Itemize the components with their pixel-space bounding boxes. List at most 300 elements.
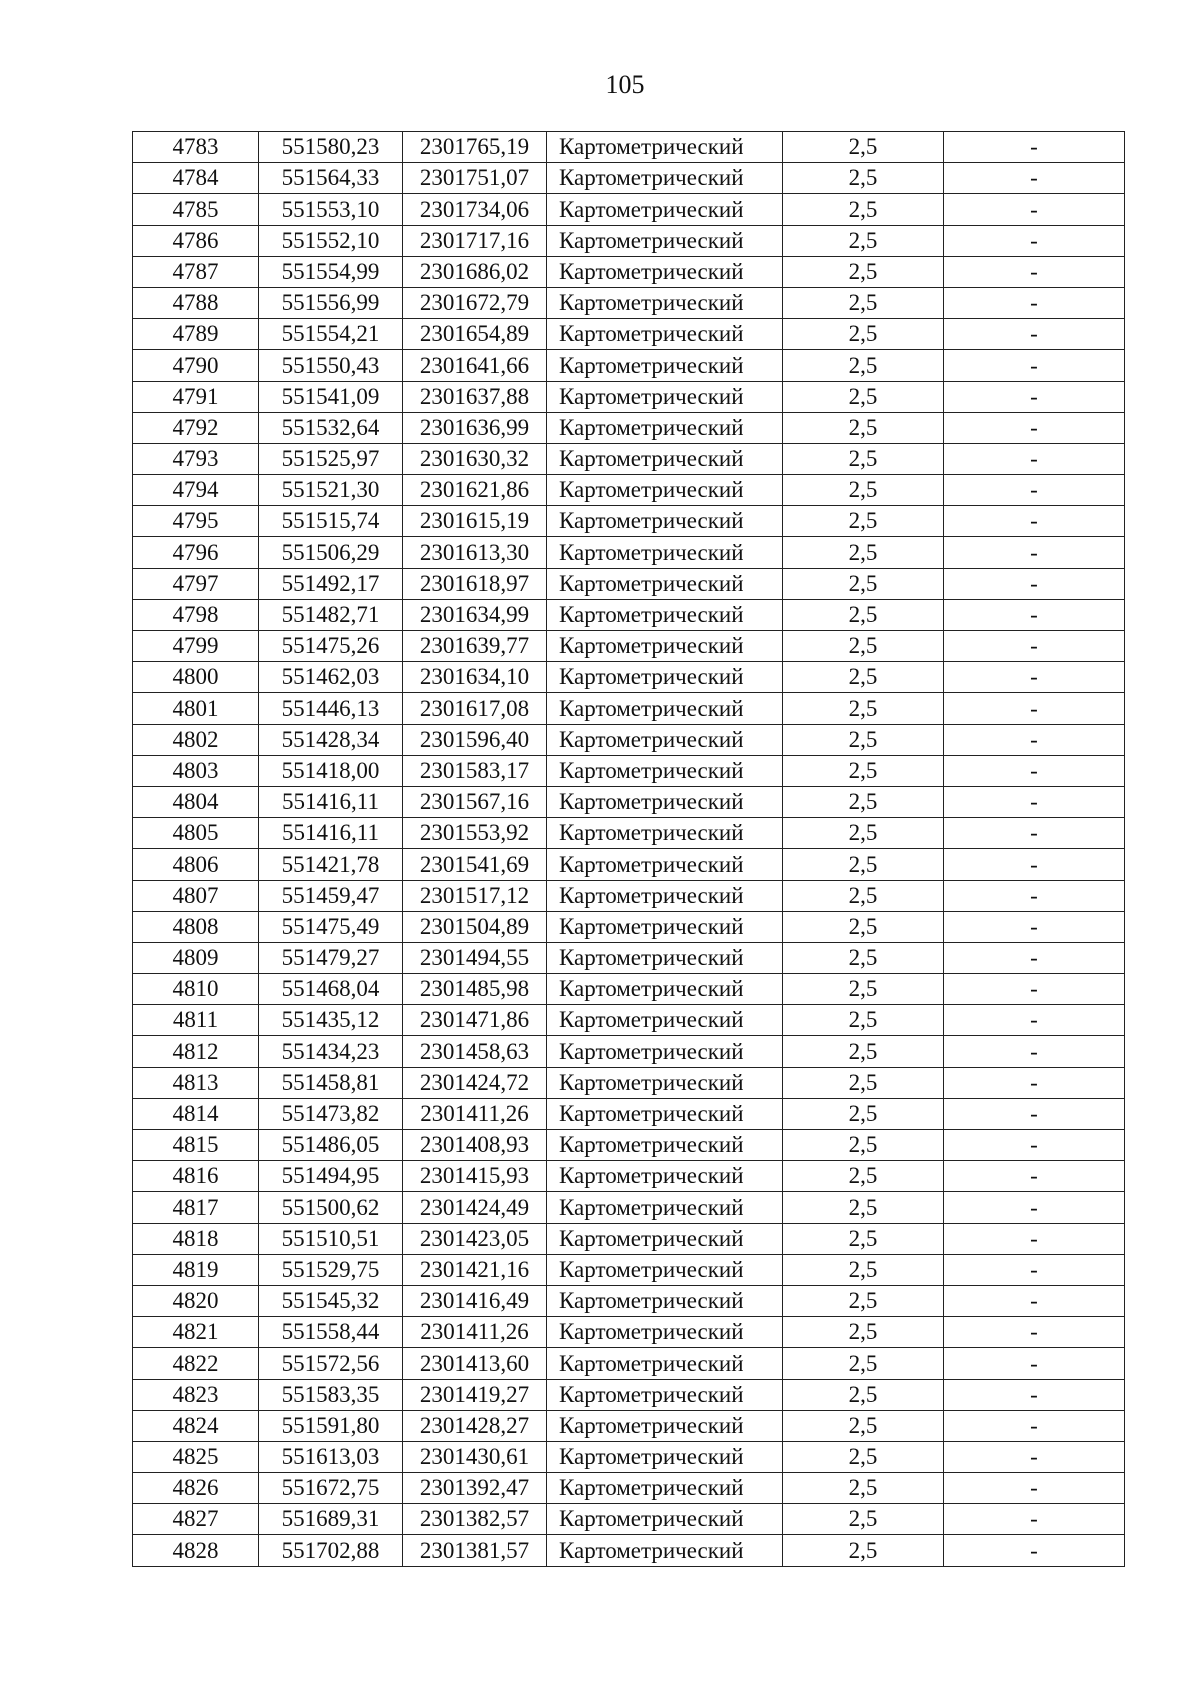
accuracy-cell: 2,5 [783,225,944,256]
x-coordinate-cell: 551580,23 [259,132,403,163]
y-coordinate-cell: 2301504,89 [403,911,547,942]
x-coordinate-cell: 551506,29 [259,537,403,568]
table-row [133,1192,1125,1223]
method-cell: Картометрический [547,256,783,287]
table-row [133,631,1125,662]
table-row [133,1005,1125,1036]
accuracy-cell: 2,5 [783,1285,944,1316]
accuracy-cell: 2,5 [783,381,944,412]
description-cell: - [944,786,1125,817]
method-cell: Картометрический [547,1005,783,1036]
table-row [133,475,1125,506]
method-cell: Картометрический [547,1504,783,1535]
x-coordinate-cell: 551492,17 [259,568,403,599]
method-cell: Картометрический [547,880,783,911]
accuracy-cell: 2,5 [783,1098,944,1129]
description-cell: - [944,287,1125,318]
description-cell: - [944,163,1125,194]
x-coordinate-cell: 551529,75 [259,1254,403,1285]
table-row [133,256,1125,287]
point-number-cell: 4813 [133,1067,259,1098]
description-cell: - [944,1005,1125,1036]
x-coordinate-cell: 551515,74 [259,506,403,537]
accuracy-cell: 2,5 [783,974,944,1005]
method-cell: Картометрический [547,1285,783,1316]
y-coordinate-cell: 2301717,16 [403,225,547,256]
method-cell: Картометрический [547,537,783,568]
table-row [133,225,1125,256]
x-coordinate-cell: 551702,88 [259,1535,403,1566]
accuracy-cell: 2,5 [783,506,944,537]
point-number-cell: 4796 [133,537,259,568]
method-cell: Картометрический [547,568,783,599]
accuracy-cell: 2,5 [783,537,944,568]
x-coordinate-cell: 551473,82 [259,1098,403,1129]
accuracy-cell: 2,5 [783,693,944,724]
coordinates-table [132,131,1125,1567]
y-coordinate-cell: 2301765,19 [403,132,547,163]
accuracy-cell: 2,5 [783,911,944,942]
table-row [133,163,1125,194]
y-coordinate-cell: 2301408,93 [403,1130,547,1161]
point-number-cell: 4816 [133,1161,259,1192]
description-cell: - [944,974,1125,1005]
accuracy-cell: 2,5 [783,350,944,381]
description-cell: - [944,911,1125,942]
accuracy-cell: 2,5 [783,942,944,973]
accuracy-cell: 2,5 [783,599,944,630]
description-cell: - [944,225,1125,256]
table-row [133,381,1125,412]
point-number-cell: 4802 [133,724,259,755]
y-coordinate-cell: 2301615,19 [403,506,547,537]
description-cell: - [944,818,1125,849]
accuracy-cell: 2,5 [783,818,944,849]
x-coordinate-cell: 551458,81 [259,1067,403,1098]
x-coordinate-cell: 551689,31 [259,1504,403,1535]
accuracy-cell: 2,5 [783,1504,944,1535]
x-coordinate-cell: 551572,56 [259,1348,403,1379]
x-coordinate-cell: 551416,11 [259,818,403,849]
accuracy-cell: 2,5 [783,1005,944,1036]
point-number-cell: 4789 [133,319,259,350]
description-cell: - [944,194,1125,225]
method-cell: Картометрический [547,163,783,194]
description-cell: - [944,443,1125,474]
method-cell: Картометрический [547,818,783,849]
y-coordinate-cell: 2301751,07 [403,163,547,194]
table-row [133,1317,1125,1348]
accuracy-cell: 2,5 [783,1254,944,1285]
accuracy-cell: 2,5 [783,319,944,350]
table-row [133,786,1125,817]
accuracy-cell: 2,5 [783,662,944,693]
accuracy-cell: 2,5 [783,1161,944,1192]
y-coordinate-cell: 2301471,86 [403,1005,547,1036]
method-cell: Картометрический [547,475,783,506]
description-cell: - [944,724,1125,755]
method-cell: Картометрический [547,412,783,443]
description-cell: - [944,1098,1125,1129]
description-cell: - [944,1067,1125,1098]
description-cell: - [944,1161,1125,1192]
point-number-cell: 4825 [133,1441,259,1472]
description-cell: - [944,755,1125,786]
x-coordinate-cell: 551434,23 [259,1036,403,1067]
point-number-cell: 4807 [133,880,259,911]
method-cell: Картометрический [547,1067,783,1098]
accuracy-cell: 2,5 [783,1192,944,1223]
table-row [133,1473,1125,1504]
point-number-cell: 4795 [133,506,259,537]
point-number-cell: 4797 [133,568,259,599]
description-cell: - [944,849,1125,880]
x-coordinate-cell: 551525,97 [259,443,403,474]
x-coordinate-cell: 551521,30 [259,475,403,506]
accuracy-cell: 2,5 [783,1317,944,1348]
method-cell: Картометрический [547,1036,783,1067]
description-cell: - [944,942,1125,973]
method-cell: Картометрический [547,1098,783,1129]
table-row [133,1036,1125,1067]
table-row [133,1535,1125,1566]
accuracy-cell: 2,5 [783,1441,944,1472]
method-cell: Картометрический [547,1130,783,1161]
table-row [133,194,1125,225]
accuracy-cell: 2,5 [783,443,944,474]
point-number-cell: 4821 [133,1317,259,1348]
method-cell: Картометрический [547,1379,783,1410]
description-cell: - [944,880,1125,911]
accuracy-cell: 2,5 [783,1036,944,1067]
method-cell: Картометрический [547,849,783,880]
point-number-cell: 4814 [133,1098,259,1129]
table-row [133,911,1125,942]
y-coordinate-cell: 2301637,88 [403,381,547,412]
accuracy-cell: 2,5 [783,194,944,225]
description-cell: - [944,599,1125,630]
x-coordinate-cell: 551416,11 [259,786,403,817]
method-cell: Картометрический [547,1192,783,1223]
accuracy-cell: 2,5 [783,163,944,194]
point-number-cell: 4804 [133,786,259,817]
method-cell: Картометрический [547,1223,783,1254]
x-coordinate-cell: 551545,32 [259,1285,403,1316]
point-number-cell: 4783 [133,132,259,163]
point-number-cell: 4791 [133,381,259,412]
description-cell: - [944,631,1125,662]
description-cell: - [944,506,1125,537]
table-row [133,693,1125,724]
method-cell: Картометрический [547,319,783,350]
description-cell: - [944,1410,1125,1441]
table-row [133,1410,1125,1441]
point-number-cell: 4823 [133,1379,259,1410]
description-cell: - [944,1473,1125,1504]
y-coordinate-cell: 2301618,97 [403,568,547,599]
table-row [133,849,1125,880]
y-coordinate-cell: 2301613,30 [403,537,547,568]
accuracy-cell: 2,5 [783,849,944,880]
accuracy-cell: 2,5 [783,475,944,506]
accuracy-cell: 2,5 [783,132,944,163]
point-number-cell: 4824 [133,1410,259,1441]
method-cell: Картометрический [547,1161,783,1192]
description-cell: - [944,1192,1125,1223]
y-coordinate-cell: 2301583,17 [403,755,547,786]
description-cell: - [944,319,1125,350]
y-coordinate-cell: 2301494,55 [403,942,547,973]
x-coordinate-cell: 551583,35 [259,1379,403,1410]
description-cell: - [944,1254,1125,1285]
method-cell: Картометрический [547,225,783,256]
table-row [133,1067,1125,1098]
x-coordinate-cell: 551558,44 [259,1317,403,1348]
description-cell: - [944,662,1125,693]
y-coordinate-cell: 2301421,16 [403,1254,547,1285]
x-coordinate-cell: 551486,05 [259,1130,403,1161]
description-cell: - [944,1036,1125,1067]
point-number-cell: 4815 [133,1130,259,1161]
y-coordinate-cell: 2301553,92 [403,818,547,849]
description-cell: - [944,1317,1125,1348]
table-row [133,287,1125,318]
point-number-cell: 4801 [133,693,259,724]
x-coordinate-cell: 551556,99 [259,287,403,318]
table-row [133,662,1125,693]
method-cell: Картометрический [547,1535,783,1566]
point-number-cell: 4805 [133,818,259,849]
y-coordinate-cell: 2301485,98 [403,974,547,1005]
method-cell: Картометрический [547,1410,783,1441]
table-row [133,1285,1125,1316]
point-number-cell: 4800 [133,662,259,693]
y-coordinate-cell: 2301411,26 [403,1317,547,1348]
table-row [133,880,1125,911]
y-coordinate-cell: 2301411,26 [403,1098,547,1129]
x-coordinate-cell: 551541,09 [259,381,403,412]
coordinates-table-body [133,132,1125,1567]
description-cell: - [944,1348,1125,1379]
page-number: 105 [605,70,645,99]
x-coordinate-cell: 551482,71 [259,599,403,630]
point-number-cell: 4798 [133,599,259,630]
y-coordinate-cell: 2301639,77 [403,631,547,662]
accuracy-cell: 2,5 [783,724,944,755]
point-number-cell: 4806 [133,849,259,880]
accuracy-cell: 2,5 [783,1130,944,1161]
y-coordinate-cell: 2301596,40 [403,724,547,755]
x-coordinate-cell: 551553,10 [259,194,403,225]
table-row [133,132,1125,163]
y-coordinate-cell: 2301413,60 [403,1348,547,1379]
table-row [133,942,1125,973]
method-cell: Картометрический [547,662,783,693]
x-coordinate-cell: 551510,51 [259,1223,403,1254]
x-coordinate-cell: 551462,03 [259,662,403,693]
point-number-cell: 4812 [133,1036,259,1067]
point-number-cell: 4785 [133,194,259,225]
y-coordinate-cell: 2301734,06 [403,194,547,225]
table-row [133,599,1125,630]
description-cell: - [944,568,1125,599]
y-coordinate-cell: 2301672,79 [403,287,547,318]
description-cell: - [944,256,1125,287]
x-coordinate-cell: 551418,00 [259,755,403,786]
description-cell: - [944,132,1125,163]
x-coordinate-cell: 551479,27 [259,942,403,973]
accuracy-cell: 2,5 [783,1379,944,1410]
method-cell: Картометрический [547,631,783,662]
accuracy-cell: 2,5 [783,256,944,287]
y-coordinate-cell: 2301634,99 [403,599,547,630]
accuracy-cell: 2,5 [783,287,944,318]
table-row [133,1379,1125,1410]
y-coordinate-cell: 2301630,32 [403,443,547,474]
table-row [133,537,1125,568]
accuracy-cell: 2,5 [783,755,944,786]
table-row [133,818,1125,849]
point-number-cell: 4786 [133,225,259,256]
point-number-cell: 4826 [133,1473,259,1504]
table-row [133,1098,1125,1129]
table-row [133,1504,1125,1535]
point-number-cell: 4790 [133,350,259,381]
point-number-cell: 4809 [133,942,259,973]
method-cell: Картометрический [547,786,783,817]
y-coordinate-cell: 2301416,49 [403,1285,547,1316]
method-cell: Картометрический [547,724,783,755]
description-cell: - [944,1285,1125,1316]
table-row [133,1348,1125,1379]
y-coordinate-cell: 2301636,99 [403,412,547,443]
point-number-cell: 4784 [133,163,259,194]
point-number-cell: 4820 [133,1285,259,1316]
accuracy-cell: 2,5 [783,786,944,817]
x-coordinate-cell: 551459,47 [259,880,403,911]
method-cell: Картометрический [547,911,783,942]
accuracy-cell: 2,5 [783,1348,944,1379]
table-row [133,568,1125,599]
x-coordinate-cell: 551475,49 [259,911,403,942]
y-coordinate-cell: 2301641,66 [403,350,547,381]
table-row [133,724,1125,755]
y-coordinate-cell: 2301392,47 [403,1473,547,1504]
y-coordinate-cell: 2301567,16 [403,786,547,817]
description-cell: - [944,1379,1125,1410]
y-coordinate-cell: 2301654,89 [403,319,547,350]
point-number-cell: 4787 [133,256,259,287]
table-row [133,755,1125,786]
accuracy-cell: 2,5 [783,412,944,443]
y-coordinate-cell: 2301424,72 [403,1067,547,1098]
method-cell: Картометрический [547,1473,783,1504]
method-cell: Картометрический [547,287,783,318]
y-coordinate-cell: 2301428,27 [403,1410,547,1441]
x-coordinate-cell: 551554,21 [259,319,403,350]
x-coordinate-cell: 551494,95 [259,1161,403,1192]
description-cell: - [944,350,1125,381]
point-number-cell: 4811 [133,1005,259,1036]
y-coordinate-cell: 2301621,86 [403,475,547,506]
y-coordinate-cell: 2301517,12 [403,880,547,911]
method-cell: Картометрический [547,506,783,537]
table-row [133,443,1125,474]
description-cell: - [944,412,1125,443]
x-coordinate-cell: 551428,34 [259,724,403,755]
method-cell: Картометрический [547,1254,783,1285]
description-cell: - [944,537,1125,568]
accuracy-cell: 2,5 [783,1223,944,1254]
method-cell: Картометрический [547,693,783,724]
point-number-cell: 4788 [133,287,259,318]
method-cell: Картометрический [547,194,783,225]
y-coordinate-cell: 2301617,08 [403,693,547,724]
accuracy-cell: 2,5 [783,1067,944,1098]
x-coordinate-cell: 551552,10 [259,225,403,256]
y-coordinate-cell: 2301415,93 [403,1161,547,1192]
accuracy-cell: 2,5 [783,631,944,662]
y-coordinate-cell: 2301458,63 [403,1036,547,1067]
y-coordinate-cell: 2301541,69 [403,849,547,880]
method-cell: Картометрический [547,974,783,1005]
y-coordinate-cell: 2301382,57 [403,1504,547,1535]
point-number-cell: 4794 [133,475,259,506]
x-coordinate-cell: 551446,13 [259,693,403,724]
table-row [133,1223,1125,1254]
x-coordinate-cell: 551475,26 [259,631,403,662]
table-row [133,506,1125,537]
y-coordinate-cell: 2301430,61 [403,1441,547,1472]
method-cell: Картометрический [547,599,783,630]
x-coordinate-cell: 551613,03 [259,1441,403,1472]
x-coordinate-cell: 551435,12 [259,1005,403,1036]
method-cell: Картометрический [547,350,783,381]
table-row [133,412,1125,443]
point-number-cell: 4799 [133,631,259,662]
description-cell: - [944,1130,1125,1161]
x-coordinate-cell: 551564,33 [259,163,403,194]
table-row [133,974,1125,1005]
method-cell: Картометрический [547,381,783,412]
accuracy-cell: 2,5 [783,1410,944,1441]
description-cell: - [944,1223,1125,1254]
point-number-cell: 4792 [133,412,259,443]
point-number-cell: 4803 [133,755,259,786]
x-coordinate-cell: 551468,04 [259,974,403,1005]
method-cell: Картометрический [547,132,783,163]
x-coordinate-cell: 551550,43 [259,350,403,381]
accuracy-cell: 2,5 [783,1535,944,1566]
table-row [133,1441,1125,1472]
method-cell: Картометрический [547,755,783,786]
description-cell: - [944,1535,1125,1566]
description-cell: - [944,693,1125,724]
y-coordinate-cell: 2301634,10 [403,662,547,693]
point-number-cell: 4793 [133,443,259,474]
table-row [133,319,1125,350]
point-number-cell: 4827 [133,1504,259,1535]
y-coordinate-cell: 2301419,27 [403,1379,547,1410]
point-number-cell: 4808 [133,911,259,942]
y-coordinate-cell: 2301423,05 [403,1223,547,1254]
point-number-cell: 4810 [133,974,259,1005]
x-coordinate-cell: 551421,78 [259,849,403,880]
point-number-cell: 4819 [133,1254,259,1285]
table-row [133,1161,1125,1192]
description-cell: - [944,381,1125,412]
x-coordinate-cell: 551532,64 [259,412,403,443]
